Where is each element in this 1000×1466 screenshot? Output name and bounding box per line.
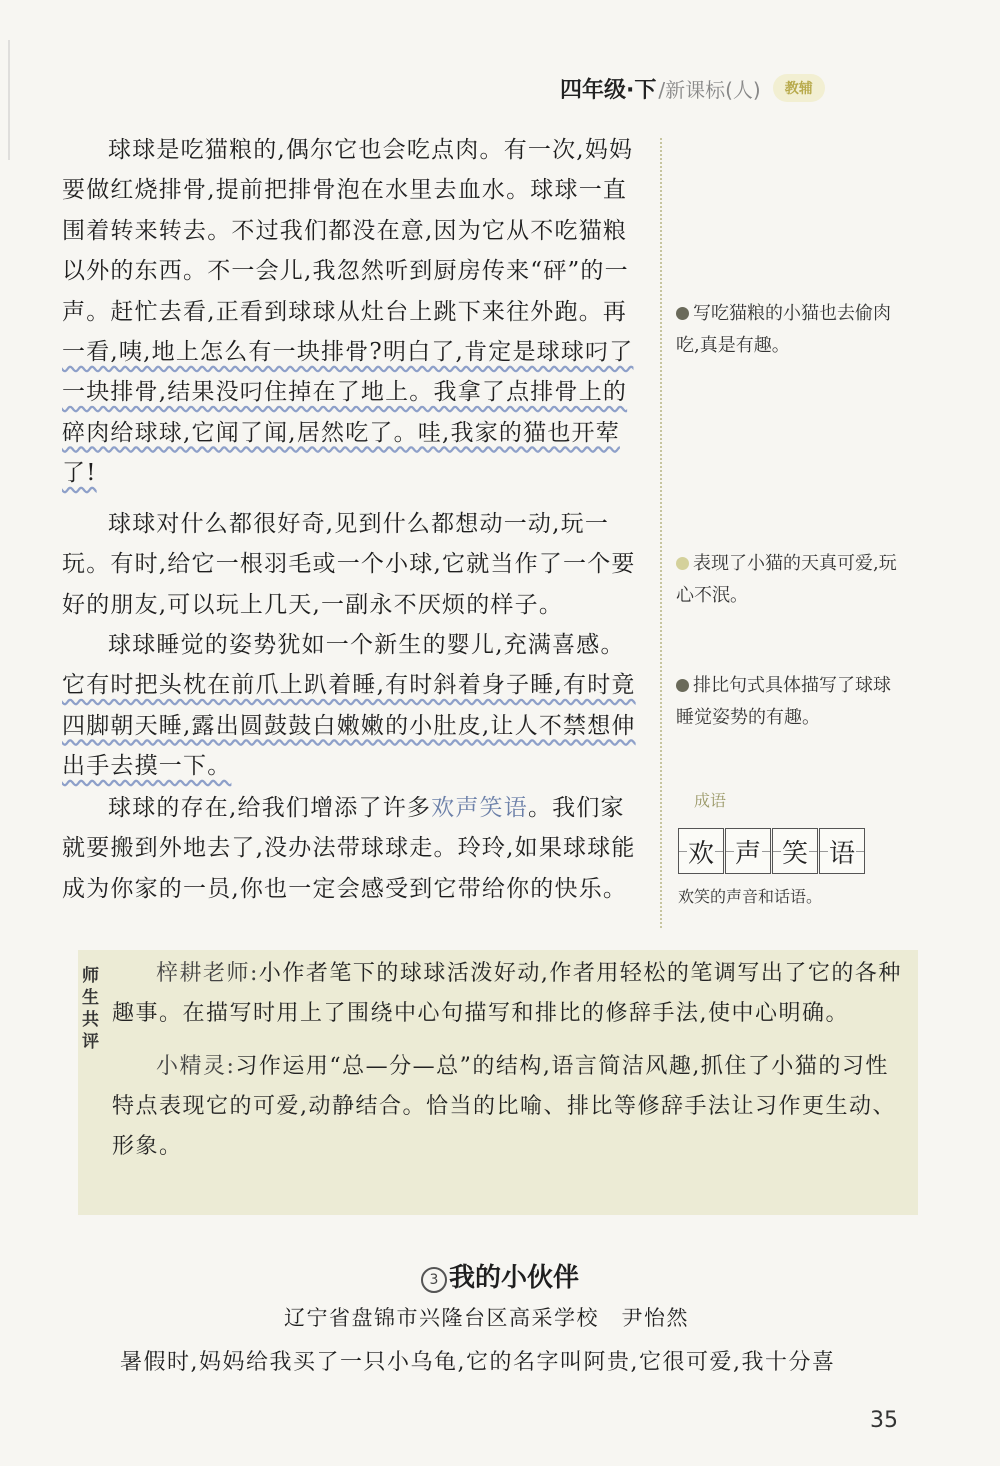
essay-author: 辽宁省盘锦市兴隆台区高采学校 尹怡然 [284,1306,689,1330]
side-note-3 [676,670,906,734]
paragraph-1-underlined: 一看,咦,地上怎么有一块排骨?明白了,肯定是球球叼了一块排骨,结果没叼住掉在了地上。我拿了点排骨上的碎肉给球球,它闻了闻,居然吃了。哇,我家的猫也开荤了! [62,339,634,487]
idiom-char-cell [772,828,818,874]
side-note-2 [676,548,906,612]
idiom-char: 欢 [687,833,715,870]
comment-label: 师生共评 [82,966,99,1052]
idiom-char: 笑 [781,833,809,870]
page-header [560,68,825,108]
paragraph-1 [62,130,646,494]
teacher-comment [112,954,902,1034]
paragraph-4-text-b: 。我们家就要搬到外地去了,没办法带球球走。玲玲,如果球球能成为你家的一员,你也一定会感受到它带给你的快乐。 [62,795,636,902]
bullet-icon [676,557,689,570]
elf-comment-text: 习作运用“总—分—总”的结构,语言简洁风趣,抓住了小猫的习性特点表现它的可爱,动静结合。恰当的比喻、排比等修辞手法让习作更生动、形象。 [112,1054,896,1159]
idiom-section-title [676,788,726,811]
comment-text [112,954,902,1167]
publisher-logo: 教辅 [773,74,825,102]
teacher-name: 梓耕老师: [156,961,259,986]
paragraph-3-underlined: 它有时把头枕在前爪上趴着睡,有时斜着身子睡,有时竟四脚朝天睡,露出圆鼓鼓白嫩嫩的小肚皮,让人不禁想伸出手去摸一下。 [62,672,636,780]
paragraph-3-text-a: 球球睡觉的姿势犹如一个新生的婴儿,充满喜感。 [108,632,625,658]
idiom-char-cell [725,828,771,874]
side-note-3-text: 排比句式具体描写了球球睡觉姿势的有趣。 [676,675,891,728]
teacher-comment-text: 小作者笔下的球球活泼好动,作者用轻松的笔调写出了它的各种趣事。在描写时用上了围绕中心句描写和排比的修辞手法,使中心明确。 [112,961,902,1026]
margin-divider [660,138,662,928]
essay-first-line: 暑假时,妈妈给我买了一只小乌龟,它的名字叫阿贵,它很可爱,我十分喜 [120,1350,836,1375]
bullet-icon [676,307,689,320]
idiom-char: 声 [734,833,762,870]
paragraph-3 [62,625,646,787]
grade-label: 四年级·下 [560,77,657,103]
side-note-2-text: 表现了小猫的天真可爱,玩心不泯。 [676,553,897,606]
scan-edge-marks [8,40,14,160]
paragraph-2: 球球对什么都很好奇,见到什么都想动一动,玩一玩。有时,给它一根羽毛或一个小球,它就当作了一个要好的朋友,可以玩上几天,一副永不厌烦的样子。 [62,511,636,618]
essay-title-text: 我的小伙伴 [448,1263,579,1293]
bullet-icon [676,679,689,692]
idiom-grid [678,828,866,874]
elf-comment [112,1047,902,1167]
side-note-1-text: 写吃猫粮的小猫也去偷肉吃,真是有趣。 [676,303,891,356]
next-essay-title [0,1257,1000,1294]
paragraph-4-text-a: 球球的存在,给我们增添了许多 [108,795,432,821]
side-note-1 [676,298,906,362]
page-number: 35 [870,1408,898,1433]
idiom-char-cell [678,828,724,874]
idiom-title-text: 成语 [694,791,727,810]
essay-number-icon: 3 [421,1267,447,1293]
idiom-char: 语 [828,833,856,870]
highlighted-idiom: 欢声笑语 [431,795,528,821]
series-label: /新课标(人) [658,77,761,102]
idiom-char-cell [819,828,865,874]
idiom-meaning: 欢笑的声音和话语。 [678,887,823,906]
paragraph-1-text-a: 球球是吃猫粮的,偶尔它也会吃点肉。有一次,妈妈要做红烧排骨,提前把排骨泡在水里去血水。球球一直围着转来转去。不过我们都没在意,因为它从不吃猫粮以外的东西。不一会儿,我忽然听到厨房传来“砰”的一声。赶忙去看,正看到球球从灶台上跳下来往外跑。再 [62,137,634,325]
elf-name: 小精灵: [156,1054,236,1079]
paragraph-4 [62,788,646,909]
